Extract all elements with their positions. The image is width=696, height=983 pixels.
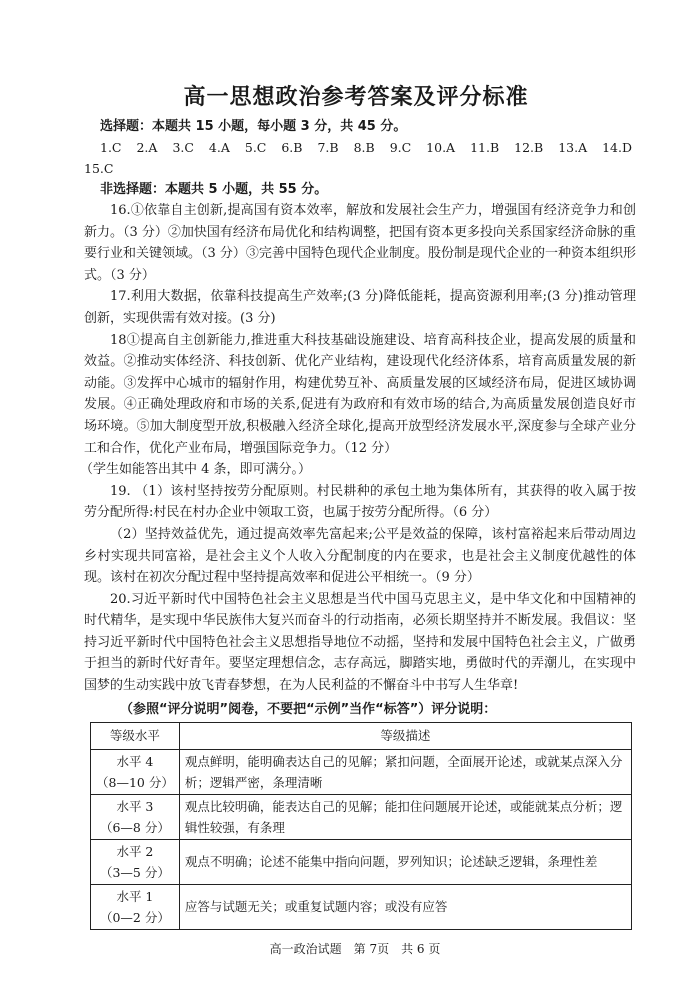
rubric-range: （0—2 分） <box>99 909 170 925</box>
rubric-level-cell <box>91 794 180 839</box>
answer-item: 4.A <box>208 140 230 155</box>
rubric-row <box>91 749 632 794</box>
rubric-table <box>90 722 632 930</box>
rubric-desc: 应答与试题无关；或重复试题内容；或没有应答 <box>179 884 631 929</box>
answer-q18-note: （学生如能答出其中 4 条，即可满分。） <box>80 462 312 478</box>
rubric-row <box>91 794 632 839</box>
rubric-row <box>91 884 632 929</box>
answer-item: 3.C <box>172 140 194 155</box>
answer-item: 7.B <box>317 140 339 155</box>
answer-q20: 20.习近平新时代中国特色社会主义思想是当代中国马克思主义，是中华文化和中国精神的时代精华，是实现中华民族伟大复兴而奋斗的行动指南，必须长期坚持并不断发展。我倡议：坚持习近平新时代中国特色社会主义思想指导地位不动摇，坚持和发展中国特色社会主义，广做勇于担当的新时代好青年。要坚定理想信念，志存高远，脚踏实地，勇做时代的弄潮儿，在实现中国梦的生动实践中放飞青春梦想，在为人民利益的不懈奋斗中书写人生华章! <box>84 591 636 694</box>
rubric-level: 水平 1 <box>116 888 154 904</box>
answer-item: 10.A <box>426 140 456 155</box>
answer-item: 5.C <box>244 140 267 155</box>
answer-item: 14.D <box>602 140 632 155</box>
answer-item: 2.A <box>136 140 158 155</box>
rubric-level: 水平 2 <box>116 843 154 859</box>
answer-q18: 18①提高自主创新能力,推进重大科技基础设施建设、培育高科技企业，提高发展的质量和效益。②推动实体经济、科技创新、优化产业结构，建设现代化经济体系，培育高质量发展的新动能。③发挥中心城市的辐射作用，构建优势互补、高质量发展的区域经济布局，促进区域协调发展。④正确处理政府和市场的关系,促进有为政府和有效市场的结合,为高质量发展创造良好市场环境。⑤加大制度型开放,积极融入经济全球化,提高开放型经济发展水平,深度参与全球产业分工和合作，优化产业布局，增强国际竞争力。（12 分） <box>84 332 636 456</box>
answer-item: 8.B <box>353 140 375 155</box>
rubric-desc: 观点不明确；论述不能集中指向问题，罗列知识；论述缺乏逻辑，条理性差 <box>179 839 631 884</box>
rubric-level: 水平 4 <box>116 753 154 769</box>
rubric-level-cell <box>91 839 180 884</box>
rubric-level-cell <box>91 749 180 794</box>
answer-q16: 16.①依靠自主创新,提高国有资本效率，解放和发展社会生产力，增强国有经济竞争力和创新力。（3 分）②加快国有经济布局优化和结构调整，把国有资本更多投向关系国家经济命脉的重要行业和关键领域。（3 分）③完善中国特色现代企业制度。股份制是现代企业的一种资本组织形式。（3 分） <box>84 203 636 283</box>
document-title: 高一思想政治参考答案及评分标准 <box>183 84 529 110</box>
choice-answers <box>84 137 636 179</box>
answer-item: 9.C <box>389 140 412 155</box>
rubric-level: 水平 3 <box>116 798 154 814</box>
answer-q17: 17.利用大数据，依靠科技提高生产效率;(3 分)降低能耗，提高资源利用率;(3 分)推动管理创新，实现供需有效对接。(3 分) <box>84 289 636 326</box>
grading-note: （参照“评分说明”阅卷，不要把“示例”当作“标答”）评分说明： <box>120 701 497 717</box>
rubric-level-cell <box>91 884 180 929</box>
answer-item: 13.A <box>558 140 588 155</box>
rubric-range: （6—8 分） <box>99 819 170 835</box>
rubric-header-desc: 等级描述 <box>179 722 631 749</box>
rubric-desc: 观点鲜明，能明确表达自己的见解；紧扣问题，全面展开论述，或就某点深入分析；逻辑严密，条理清晰 <box>179 749 631 794</box>
rubric-range: （8—10 分） <box>96 774 174 790</box>
rubric-range: （3—5 分） <box>99 864 170 880</box>
rubric-row <box>91 839 632 884</box>
rubric-header-row <box>91 722 632 749</box>
answer-q19-part2: （2）坚持效益优先，通过提高效率先富起来;公平是效益的保障，该村富裕起来后带动周边乡村实现共同富裕，是社会主义个人收入分配制度的内在要求，也是社会主义制度优越性的体现。该村在初次分配过程中坚持提高效率和促进公平相统一。（9 分） <box>84 526 636 586</box>
answer-item: 15.C <box>84 161 114 176</box>
answer-item: 1.C <box>100 140 122 155</box>
rubric-desc: 观点比较明确，能表达自己的见解；能扣住问题展开论述，或能就某点分析；逻辑性较强，有条理 <box>179 794 631 839</box>
answer-item: 6.B <box>281 140 303 155</box>
nonchoice-section-heading: 非选择题：本题共 5 小题，共 55 分。 <box>100 182 328 197</box>
rubric-header-level: 等级水平 <box>91 722 180 749</box>
answer-item: 12.B <box>514 140 544 155</box>
answer-q19-part1: 19. （1）该村坚持按劳分配原则。村民耕种的承包土地为集体所有，其获得的收入属于按劳分配所得:村民在村办企业中领取工资，也属于按劳分配所得。（6 分） <box>84 483 636 521</box>
choice-section-heading: 选择题：本题共 15 小题，每小题 3 分，共 45 分。 <box>100 119 407 134</box>
page-footer: 高一政治试题 第 7页 共 6 页 <box>269 941 441 956</box>
answer-item: 11.B <box>470 140 500 155</box>
